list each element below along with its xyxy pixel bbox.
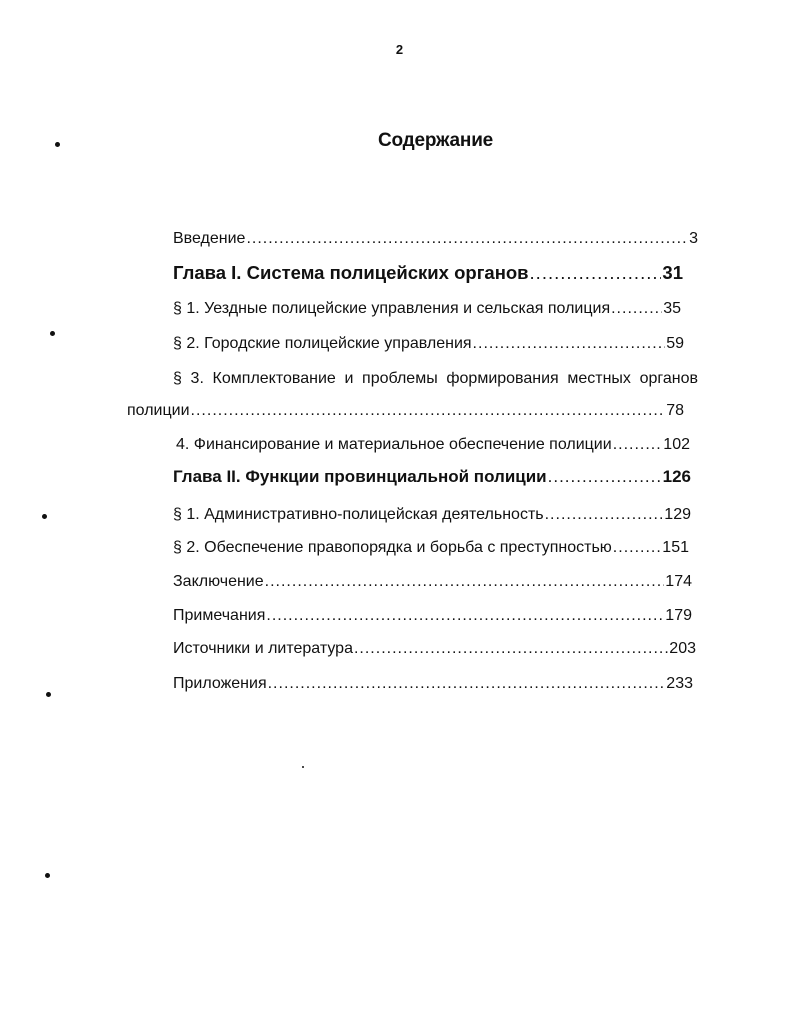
toc-page: 151 xyxy=(662,539,689,556)
binding-hole-mark xyxy=(42,514,47,519)
toc-label: Глава II. Функции провинциальной полиции xyxy=(173,467,547,486)
toc-label: Примечания xyxy=(173,607,266,624)
toc-page: 203 xyxy=(669,640,696,657)
toc-entry-ch1-sec4 xyxy=(176,436,690,454)
toc-label: полиции xyxy=(127,402,190,419)
toc-entry-ch2-sec1 xyxy=(173,506,691,524)
toc-entry-ch1-sec3 xyxy=(127,402,684,420)
binding-hole-mark xyxy=(45,873,50,878)
toc-entry-intro xyxy=(173,230,698,248)
toc-page: 35 xyxy=(663,300,681,317)
toc-page: 233 xyxy=(666,675,693,692)
toc-entry-ch1-sec3-line1: § 3. Комплектование и проблемы формирования местных органов xyxy=(173,370,698,387)
toc-label: Введение xyxy=(173,230,246,247)
page-title: Содержание xyxy=(378,130,494,151)
toc-entry-conclusion xyxy=(173,573,692,591)
speck-mark xyxy=(302,766,304,768)
toc-label: Приложения xyxy=(173,675,267,692)
toc-entry-notes xyxy=(173,607,692,625)
toc-leader xyxy=(246,230,688,248)
toc-page: 31 xyxy=(662,262,683,283)
toc-leader xyxy=(613,539,662,557)
toc-leader xyxy=(473,335,666,353)
toc-page: 102 xyxy=(663,436,690,453)
toc-page: 174 xyxy=(665,573,692,590)
toc-leader xyxy=(548,467,662,487)
toc-page: 129 xyxy=(664,506,691,523)
binding-hole-mark xyxy=(55,142,60,147)
toc-leader xyxy=(530,262,662,284)
toc-label: § 1. Административно-полицейская деятельность xyxy=(173,506,544,523)
toc-entry-ch1-sec2 xyxy=(173,335,684,353)
binding-hole-mark xyxy=(50,331,55,336)
toc-label: Заключение xyxy=(173,573,264,590)
toc-page: 126 xyxy=(662,467,691,486)
toc-entry-ch2-sec2 xyxy=(173,539,689,557)
toc-label: 4. Финансирование и материальное обеспечение полиции xyxy=(176,436,612,453)
toc-entry-chapter-1 xyxy=(173,262,683,284)
toc-entry-chapter-2 xyxy=(173,467,691,487)
toc-page: 59 xyxy=(666,335,684,352)
toc-leader xyxy=(545,506,664,524)
toc-page: 3 xyxy=(689,230,698,247)
toc-leader xyxy=(191,402,666,420)
toc-leader xyxy=(265,573,665,591)
toc-entry-ch1-sec1 xyxy=(173,300,681,318)
toc-label: § 2. Городские полицейские управления xyxy=(173,335,472,352)
toc-entry-sources xyxy=(173,640,696,658)
toc-page: 78 xyxy=(666,402,684,419)
toc-leader xyxy=(613,436,663,454)
toc-page: 179 xyxy=(665,607,692,624)
toc-label: § 1. Уездные полицейские управления и сельская полиция xyxy=(173,300,611,317)
toc-leader xyxy=(266,607,664,625)
toc-leader xyxy=(354,640,668,658)
toc-entry-appendices xyxy=(173,675,693,693)
toc-leader xyxy=(268,675,666,693)
toc-leader xyxy=(611,300,662,318)
binding-hole-mark xyxy=(46,692,51,697)
page-number: 2 xyxy=(395,42,404,57)
toc-label: Источники и литература xyxy=(173,640,353,657)
toc-label: § 2. Обеспечение правопорядка и борьба с преступностью xyxy=(173,539,612,556)
toc-label: Глава I. Система полицейских органов xyxy=(173,262,529,283)
